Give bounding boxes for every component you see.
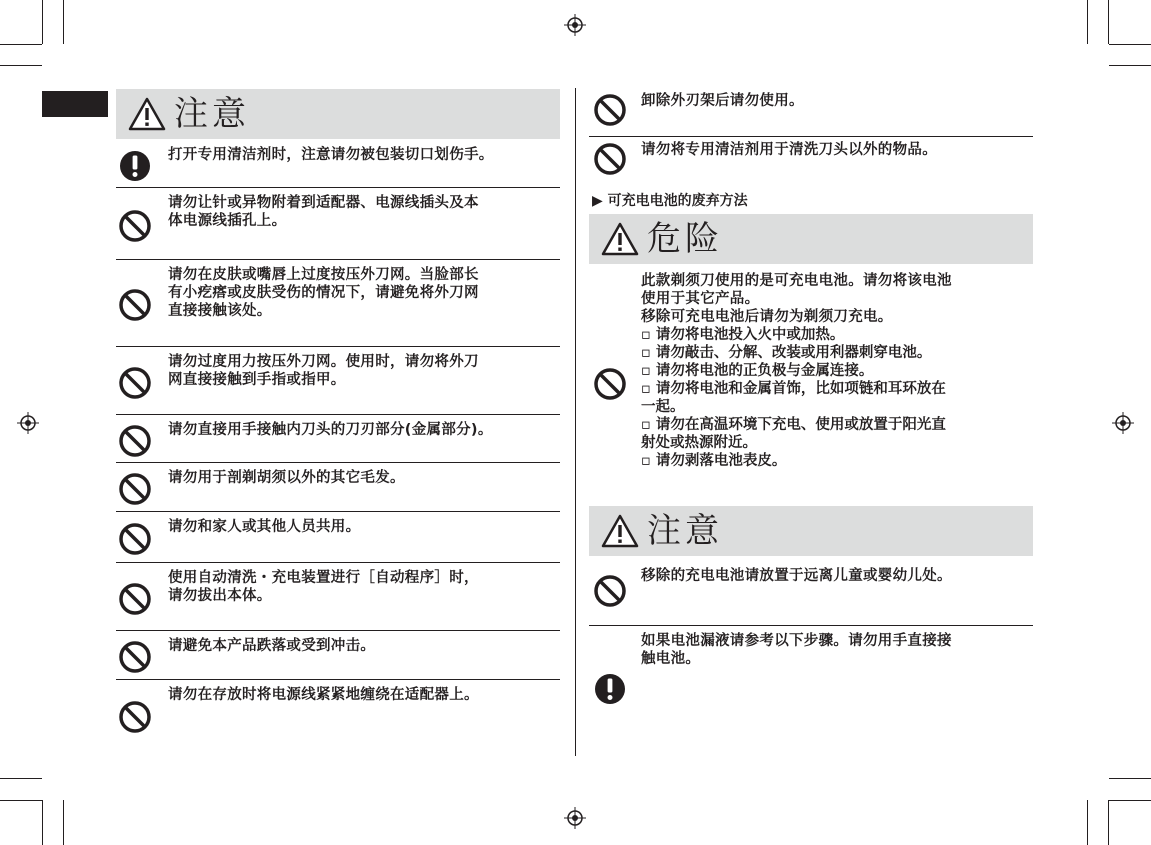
notice-text: 使用于其它产品。	[641, 291, 760, 307]
danger-label: 危险	[647, 219, 723, 259]
row-separator	[116, 414, 560, 415]
notice-text: 打开专用清洁剂时，注意请勿被包装切口划伤手。	[168, 147, 494, 163]
prohibition-icon	[118, 366, 152, 400]
notice-text: ▫ 请勿在高温环境下充电、使用或放置于阳光直	[641, 417, 946, 433]
row-separator	[116, 630, 560, 631]
crop-mark	[1109, 778, 1151, 779]
caution-banner	[589, 506, 1033, 556]
row-separator	[116, 187, 560, 188]
caution-label: 注意	[647, 511, 723, 551]
warning-triangle-icon	[128, 96, 166, 132]
notice-text: 请勿拔出本体。	[168, 588, 272, 604]
warning-triangle-icon	[601, 513, 639, 549]
notice-text: 如果电池漏液请参考以下步骤。请勿用手直接接	[641, 633, 952, 649]
warning-triangle-icon	[601, 221, 639, 257]
crop-mark	[1087, 800, 1088, 845]
notice-text: 使用自动清洗・充电装置进行［自动程序］时，	[168, 570, 479, 586]
notice-text: 直接接触该处。	[168, 303, 272, 319]
row-separator	[589, 136, 1033, 137]
notice-text: ▫ 请勿剥落电池表皮。	[641, 453, 787, 469]
registration-mark-icon	[17, 412, 39, 434]
row-separator	[116, 562, 560, 563]
row-separator	[116, 462, 560, 463]
notice-text: 请勿用于剖剃胡须以外的其它毛发。	[168, 470, 405, 486]
notice-text: 移除可充电电池后请勿为剃须刀充电。	[641, 309, 893, 325]
crop-mark	[0, 44, 42, 45]
prohibition-icon	[593, 574, 627, 608]
battery-disposal-subheading: ▶ 可充电电池的废弃方法	[592, 193, 748, 209]
notice-text: ▫ 请勿将电池的正负极与金属连接。	[641, 363, 874, 379]
notice-text: 射处或热源附近。	[641, 435, 757, 451]
notice-text: 卸除外刃架后请勿使用。	[641, 93, 804, 109]
row-separator	[116, 679, 560, 680]
prohibition-icon	[593, 367, 627, 401]
prohibition-icon	[118, 522, 152, 556]
notice-text: 请勿在皮肤或嘴唇上过度按压外刀网。当脸部长	[168, 267, 479, 283]
crop-mark	[0, 778, 42, 779]
mandatory-icon	[593, 672, 627, 706]
prohibition-icon	[118, 472, 152, 506]
column-divider	[575, 88, 576, 756]
notice-text: 请避免本产品跌落或受到冲击。	[168, 638, 376, 654]
caution-banner	[116, 89, 560, 139]
notice-text: 一起。	[641, 399, 685, 415]
prohibition-icon	[118, 288, 152, 322]
notice-text: 此款剃须刀使用的是可充电电池。请勿将该电池	[641, 273, 952, 289]
language-tab	[42, 91, 108, 117]
crop-mark	[42, 800, 43, 845]
prohibition-icon	[118, 640, 152, 674]
crop-mark	[1108, 0, 1109, 44]
notice-text: 请勿和家人或其他人员共用。	[168, 519, 361, 535]
registration-mark-icon	[1112, 412, 1134, 434]
prohibition-icon	[118, 424, 152, 458]
crop-mark	[1109, 44, 1151, 45]
notice-text: ▫ 请勿将电池和金属首饰，比如项链和耳环放在	[641, 381, 946, 397]
notice-text: 请勿直接用手接触内刀头的刀刃部分(金属部分)。	[168, 422, 493, 438]
crop-mark	[1109, 65, 1151, 66]
crop-mark	[42, 0, 43, 44]
row-separator	[116, 346, 560, 347]
notice-text: ▫ 请勿将电池投入火中或加热。	[641, 327, 845, 343]
crop-mark	[63, 0, 64, 44]
notice-text: ▫ 请勿敲击、分解、改装或用利器刺穿电池。	[641, 345, 932, 361]
notice-text: 有小疙瘩或皮肤受伤的情况下，请避免将外刀网	[168, 285, 479, 301]
crop-mark	[1108, 800, 1109, 845]
notice-text: 网直接接触到手指或指甲。	[168, 372, 346, 388]
crop-mark	[63, 800, 64, 845]
notice-text: 请勿过度用力按压外刀网。使用时，请勿将外刀	[168, 354, 479, 370]
mandatory-icon	[118, 149, 152, 183]
notice-text: 体电源线插孔上。	[168, 213, 287, 229]
prohibition-icon	[118, 700, 152, 734]
row-separator	[589, 625, 1033, 626]
registration-mark-icon	[564, 807, 586, 829]
caution-label: 注意	[174, 94, 250, 134]
row-separator	[116, 511, 560, 512]
prohibition-icon	[593, 93, 627, 127]
prohibition-icon	[118, 209, 152, 243]
crop-mark	[0, 65, 42, 66]
danger-banner	[589, 214, 1033, 264]
notice-text: 请勿让针或异物附着到适配器、电源线插头及本	[168, 195, 479, 211]
prohibition-icon	[118, 582, 152, 616]
registration-mark-icon	[564, 14, 586, 36]
notice-text: 移除的充电电池请放置于远离儿童或婴幼儿处。	[641, 568, 952, 584]
row-separator	[116, 259, 560, 260]
prohibition-icon	[593, 142, 627, 176]
crop-mark	[1087, 0, 1088, 44]
crop-mark	[1109, 800, 1151, 801]
notice-text: 触电池。	[641, 651, 701, 667]
crop-mark	[0, 800, 42, 801]
notice-text: 请勿将专用清洁剂用于清洗刀头以外的物品。	[641, 142, 937, 158]
notice-text: 请勿在存放时将电源线紧紧地缠绕在适配器上。	[168, 687, 479, 703]
